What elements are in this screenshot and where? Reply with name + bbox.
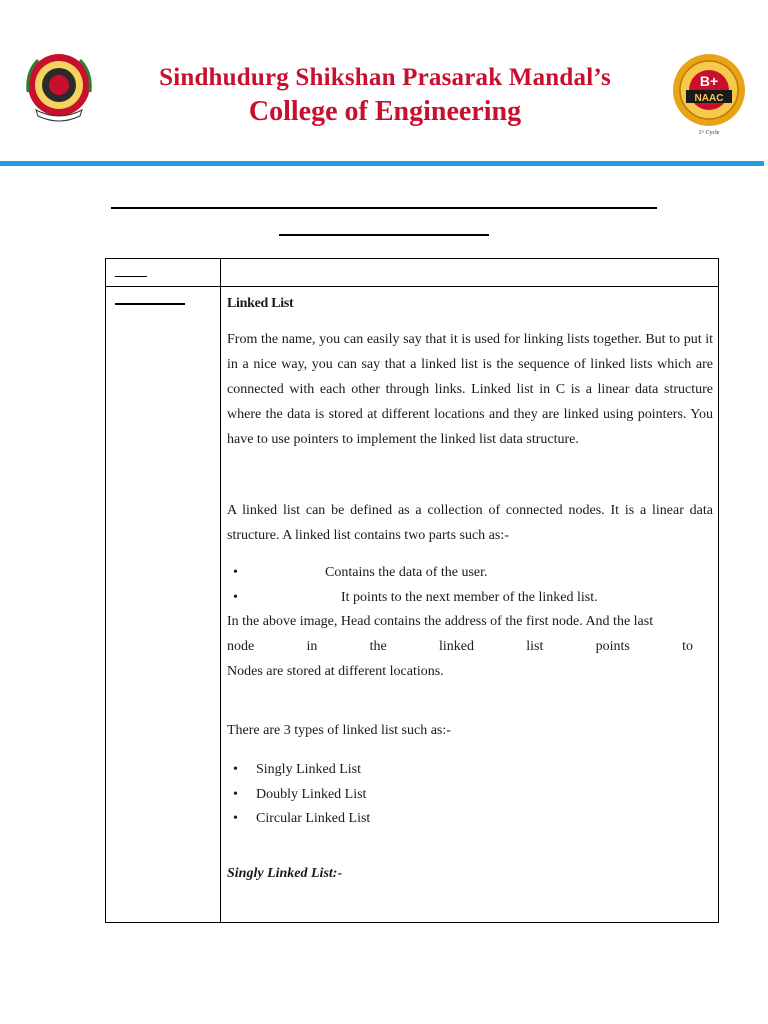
types-intro: There are 3 types of linked list such as:- <box>227 723 451 738</box>
blank-cell-underline <box>115 303 185 305</box>
bullet-icon: • <box>233 762 238 777</box>
list-item-text: Singly Linked List <box>256 762 361 777</box>
definition-paragraph: A linked list can be defined as a collection of connected nodes. It is a linear data structure. A linked list contains two parts such as:- <box>227 503 713 543</box>
word: node <box>227 639 255 654</box>
intro-paragraph: From the name, you can easily say that it is used for linking lists together. But to put it in a nice way, you can say that a linked list is the sequence of linked lists which are connected with each other through links. Linked list in C is a linear data structure where the data is stored at different locations and they are linked using pointers. You have to use pointers to implement the linked list data structure. <box>227 332 713 447</box>
column-divider <box>220 259 221 922</box>
list-item-text: Contains the data of the user. <box>325 565 488 580</box>
head-paragraph-line1: In the above image, Head contains the address of the first node. And the last <box>227 614 654 629</box>
list-item-text: It points to the next member of the linked list. <box>341 589 598 605</box>
header-divider <box>0 161 764 166</box>
head-paragraph-line3: Nodes are stored at different locations. <box>227 664 444 679</box>
list-item <box>227 806 713 831</box>
section-heading: Linked List <box>227 296 294 311</box>
node-parts-list <box>227 560 713 609</box>
subtitle-underline <box>279 234 489 236</box>
college-name: College of Engineering <box>248 96 522 127</box>
blank-cell-underline <box>115 276 147 277</box>
bullet-icon: • <box>233 786 238 802</box>
list-item <box>227 585 713 610</box>
college-emblem-logo <box>24 52 94 124</box>
badge-cycle: 1ˢᵗ Cycle <box>698 130 720 136</box>
types-list <box>227 757 713 831</box>
title-underline <box>111 207 657 209</box>
bullet-icon: • <box>233 589 238 605</box>
content-table <box>105 258 719 923</box>
bullet-icon: • <box>233 565 238 580</box>
list-item <box>227 560 713 585</box>
list-item-text: Circular Linked List <box>256 811 371 826</box>
row-divider <box>106 286 718 287</box>
content-cell <box>227 291 713 886</box>
head-paragraph-line2 <box>227 634 713 659</box>
word: list <box>526 639 544 654</box>
subsection-heading: Singly Linked List:- <box>227 865 343 881</box>
list-item-text: Doubly Linked List <box>256 786 367 802</box>
bullet-icon: • <box>233 811 238 826</box>
list-item <box>227 782 713 807</box>
word: points <box>595 639 630 654</box>
badge-body: NAAC <box>694 93 724 104</box>
naac-accreditation-badge <box>665 50 757 140</box>
word: in <box>306 639 318 654</box>
word: to <box>682 639 693 654</box>
list-item <box>227 757 713 782</box>
page-header <box>0 0 768 170</box>
institute-name: Sindhudurg Shikshan Prasarak Mandal’s <box>159 64 611 91</box>
word: linked <box>438 639 474 654</box>
badge-grade: B+ <box>699 73 719 89</box>
word: the <box>369 639 387 654</box>
